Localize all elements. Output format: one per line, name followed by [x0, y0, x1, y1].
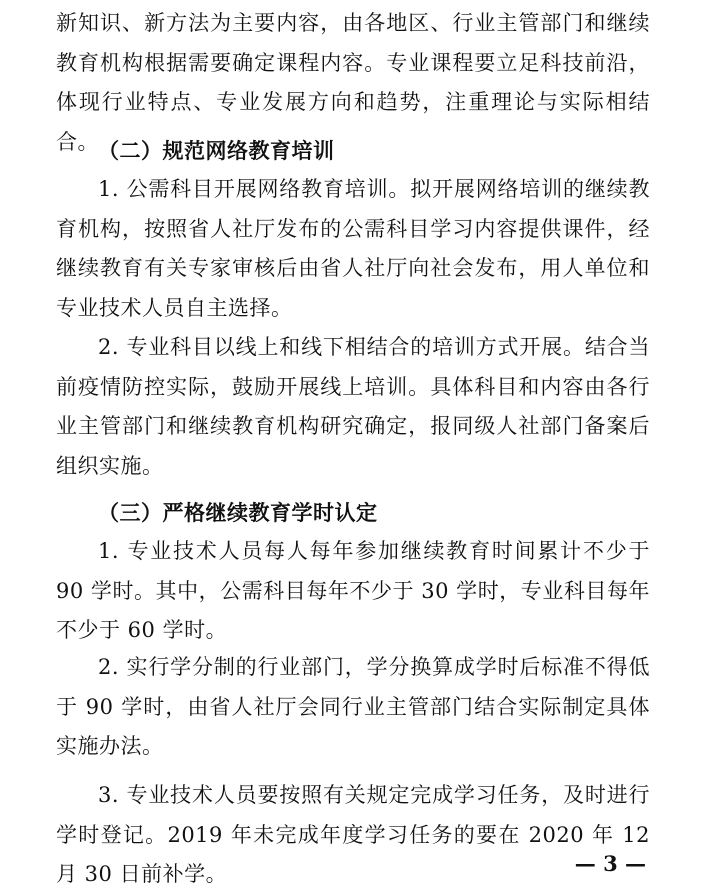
intro-paragraph: 新知识、新方法为主要内容，由各地区、行业主管部门和继续教育机构根据需要确定课程内容。专业课程要立足科技前沿，体现行业特点、专业发展方向和趋势，注重理论与实际相结合。 — [56, 11, 650, 154]
section-2-heading: （二）规范网络教育培训 — [98, 138, 335, 163]
section-2-item-2: 2. 专业科目以线上和线下相结合的培训方式开展。结合当前疫情防控实际，鼓励开展线上培训。具体科目和内容由各行业主管部门和继续教育机构研究确定，报同级人社部门备案后组织实施。 — [56, 335, 650, 478]
page-number: — 3 — — [574, 851, 646, 876]
section-3-item-1: 1. 专业技术人员每人每年参加继续教育时间累计不少于 90 学时。其中，公需科目每年不少于 30 学时，专业科目每年不少于 60 学时。 — [56, 539, 650, 642]
section-2-item-1: 1. 公需科目开展网络教育培训。拟开展网络培训的继续教育机构，按照省人社厅发布的公需科目学习内容提供课件，经继续教育有关专家审核后由省人社厅向社会发布，用人单位和专业技术人员自主选择。 — [56, 177, 650, 320]
section-3-heading: （三）严格继续教育学时认定 — [98, 500, 378, 525]
section-3-item-2: 2. 实行学分制的行业部门，学分换算成学时后标准不得低于 90 学时，由省人社厅会同行业主管部门结合实际制定具体实施办法。 — [56, 655, 650, 758]
section-3-item-3: 3. 专业技术人员要按照有关规定完成学习任务，及时进行学时登记。2019 年未完成年度学习任务的要在 2020 年 12 月 30 日前补学。 — [56, 783, 650, 886]
